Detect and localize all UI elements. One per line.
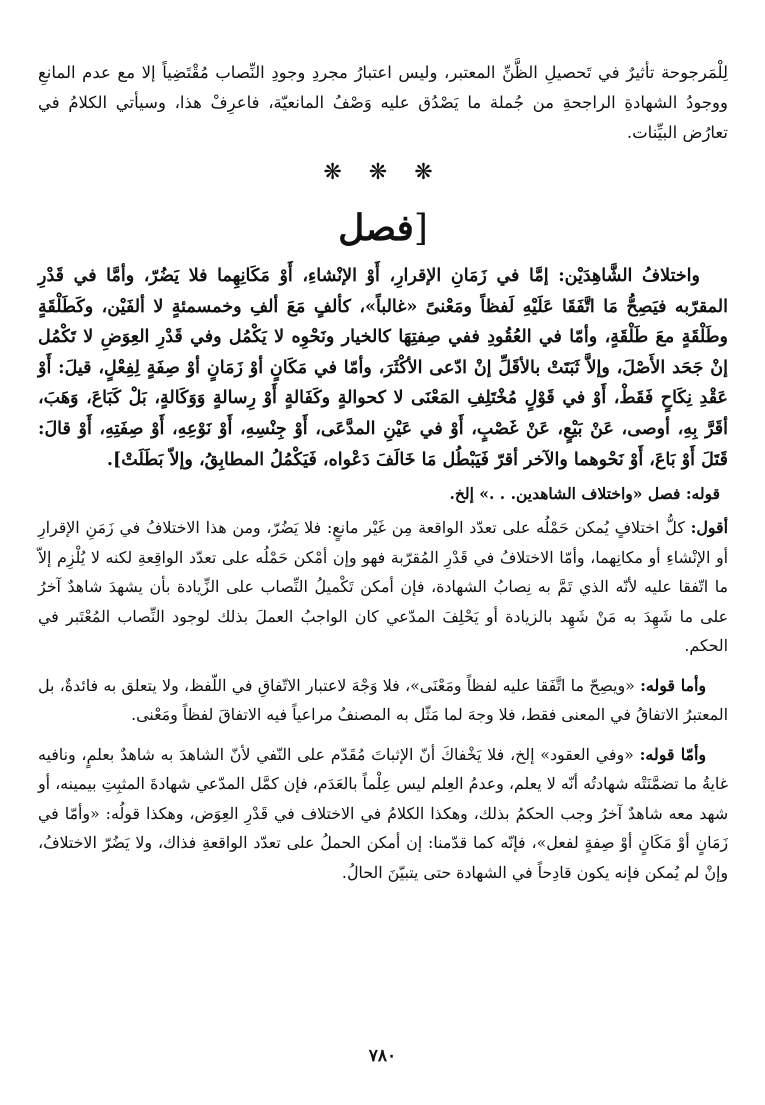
page-number: ٧٨٠ [368,1046,397,1066]
sharh-lead: وأما قوله: [640,675,706,695]
sharh-text: «وفي العقود» إلخ، فلا يَخْفاكَ أنّ الإثباتَ مُقَدّم على النّفي لأنّ الشاهدَ به شاهدٌ بعلمٍ، ونافيه غايةُ ما تضمَّنَتْه شهادتُه أنّه لا يعلم، وعدمُ العِلم ليس عِلْماً بالعَدَم، فإن كمَّل المدّعي شهادةَ المثبِتِ بيمينه، أو شهد معه شاهدٌ آخرُ وجب الحكمُ بذلك، وهكذا الكلامُ في الاختلاف في قَدْرِ العِوَض، وهكذا قولُه: «وأمّا في زَمَانٍ أوْ مَكَانٍ أوْ صِفةٍ لفعل»، فإنّه كما قدّمنا: إن أمكن الحملُ على تعدّد الواقعةِ فذاك، ولا يَضُرّ الاختلافُ، وإنْ لم يُمكن فإنه يكون قادِحاً في الشهادة حتى يتبيّنَ الحالُ. [38,744,728,882]
matn-paragraph: واختلافُ الشَّاهِدَيْن: إمَّا في زَمَانِ الإقرارِ، أَوْ الإنْشاءِ، أَوْ مَكَانِهِما فلا يَضُرّ، وأمَّا في قَدْرِ المقرّبه فيَصِحُّ مَا اتَّفَقَا عَلَيْهِ لَفظاً ومَعْنىً «غالباً»، كألفٍ مَعَ ألفِ وخمسمئةٍ لا ألفَيْن، وكَطَلْقَةٍ وطَلْقَةٍ معَ طَلْقَةٍ، وأمّا في العُقُودِ ففي صِفتِهَا كالخيار ونَحْوِه لا يَكْمُل وفي قَدْرِ العِوَضِ لا تَكْمُل إنْ جَحَد الأَصْلَ، وإلاَّ ثَبَتَتْ بالأقَلِّ إنْ ادّعى الأكْثَرَ، وأمّا في مَكَانٍ أوْ زَمَانٍ أوْ صِفَةٍ لِفِعْلٍ، قيلَ: أَوْ عَقْدِ نِكَاحٍ فَقَطْ، أَوْ في قَوْلٍ مُخْتَلِفِ المَعْنَى لا كحوالةٍ وكَفَالةٍ أَوْ رِسالةٍ وَوَكَالةٍ، بَلْ كَبَاعَ، وَهَبَ، أقَرَّ بِهِ، أوصى، عَنْ بَيْعٍ، عَنْ غَصْبٍ، أَوْ في عَيْنِ المدَّعَى، أَوْ جِنْسِهِ، أَوْ نَوْعِهِ، أَوْ صِفَتِهِ، أَوْ قالَ: قَتَلَ أَوْ بَاعَ، أَوْ نَحْوهما والآخر أقرّ فَيَبْطُل مَا خَالَفَ دَعْواه، فَيَكْمُلُ المطابِقُ، وإلاّ بَطَلَتْ]. [38,266,728,470]
qawl-line: قوله: فصل «واختلاف الشاهدين. . .» إلخ. [449,484,720,504]
sharh-lead: وأمّا قوله: [639,744,706,764]
intro-paragraph: لِلْمَرجوحة تأثيرٌ في تَحصيلِ الظَّنِّ المعتبر، وليس اعتبارُ مجردِ وجودِ النِّصاب مُقْتَضِياً إلا مع عدم المانعِ ووجودُ الشهادةِ الراجحةِ من جُملة ما يَصْدُق عليه وَصْفُ المانعيّة، فاعرِفْ هذا، وسيأتي الكلامُ في تعارُض البيِّنات. [38,63,728,142]
section-separator: ❋ ❋ ❋ [323,160,443,185]
sharh-text: «ويصِحّ ما اتَّفَقا عليه لفظاً ومَعْنَى»، فلا وَجْهَ لاعتبار الاتّفاقِ في اللّفظ، ولا يتعلق به فائدةٌ، بل المعتبرُ الاتفاقُ في المعنى فقط، فلا وجهَ لما مَثّل به المصنفُ مراعياً فيه الاتفاقَ لفظاً ومَعْنى. [38,675,728,725]
section-heading [38,207,728,249]
sharh-lead: أقول: [690,518,728,538]
sharh-paragraph [38,740,728,888]
page-body [38,58,728,887]
heading-title: فصل [338,207,414,249]
sharh-paragraph [38,671,728,730]
sharh-text: كلُّ اختلافٍ يُمكن حَمْلُه على تعدّد الواقعة مِن غَيْر مانعٍ: فلا يَضُرّ، ومن هذا الاختلافُ في زَمَنِ الإقرارِ أو الإنْشاءِ أو مكانِهما، وأمّا الاختلافُ في قَدْرِ المُقرّبة فهو وإن أمْكن حَمْلُه على تعدّد الواقِعةِ لكنه لا يُلْزِم إلاّ ما اتّفقا عليه لأنّه الذي تَمَّ به نِصابُ الشهادة، فإن أمكن تَكْميلُ النِّصاب على الزِّيادة بأن يشهدَ شاهدٌ آخرُ على ما شَهِدَ به مَنْ شَهِد بالزيادة أو يَحْلِفَ المدّعي كان الواجبُ العملَ بذلك لوجود النِّصاب المُعْتَبر في الحكم. [38,518,728,656]
sharh-paragraph [38,513,728,661]
heading-bracket-open: [ [413,208,428,249]
